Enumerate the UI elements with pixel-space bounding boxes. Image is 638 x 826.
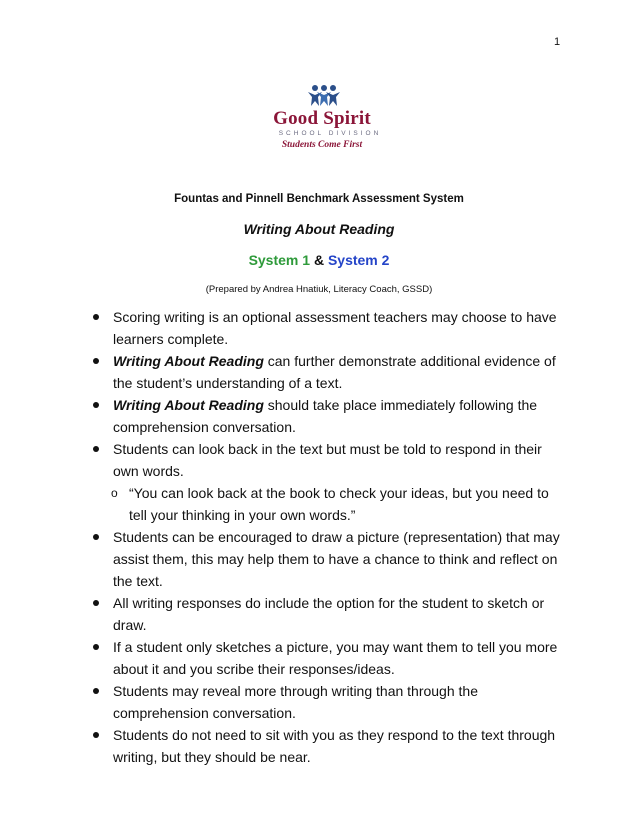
emphasis-text: Writing About Reading	[113, 353, 264, 369]
figures-icon	[307, 84, 341, 108]
list-item	[92, 438, 570, 482]
sub-list-item	[92, 482, 570, 526]
bullet-list	[92, 306, 570, 768]
bullet-icon	[93, 732, 99, 738]
bullet-icon	[93, 644, 99, 650]
document-subtitle: Writing About Reading	[243, 221, 395, 237]
list-item	[92, 636, 570, 680]
logo-tagline: Students Come First	[281, 140, 363, 150]
bullet-text: Students can be encouraged to draw a picture (representation) that may assist them, this may help them to have a chance to think and reflect on the text.	[113, 529, 560, 589]
bullet-text: can further demonstrate additional evidence of the student’s understanding of a text.	[113, 353, 556, 391]
bullet-text: Students do not need to sit with you as they respond to the text through writing, but they should be near.	[113, 727, 556, 765]
list-item	[92, 724, 570, 768]
bullet-icon	[93, 688, 99, 694]
bullet-icon	[93, 446, 99, 452]
page-number: 1	[554, 36, 561, 48]
system-1-label: System 1	[248, 252, 311, 268]
bullet-text: Scoring writing is an optional assessment teachers may choose to have learners complete.	[113, 309, 557, 347]
bullet-icon	[93, 358, 99, 364]
bullet-icon	[93, 402, 99, 408]
school-logo	[263, 84, 381, 154]
list-item	[92, 350, 570, 394]
bullet-text: Students can look back in the text but must be told to respond in their own words.	[113, 441, 542, 479]
ampersand: &	[313, 252, 325, 268]
logo-division: SCHOOL DIVISION	[278, 130, 382, 137]
list-item	[92, 526, 570, 592]
system-2-label: System 2	[327, 252, 390, 268]
emphasis-text: Writing About Reading	[113, 397, 264, 413]
sub-bullet-marker: o	[111, 486, 118, 500]
systems-line	[0, 252, 638, 268]
list-item	[92, 394, 570, 438]
document-title: Fountas and Pinnell Benchmark Assessment System	[174, 193, 464, 205]
bullet-icon	[93, 600, 99, 606]
bullet-text: should take place immediately following the comprehension conversation.	[113, 397, 538, 435]
bullet-icon	[93, 534, 99, 540]
bullet-text: If a student only sketches a picture, you may want them to tell you more about it and you scribe their responses/ideas.	[113, 639, 558, 677]
bullet-text: All writing responses do include the option for the student to sketch or draw.	[113, 595, 545, 633]
bullet-icon	[93, 314, 99, 320]
list-item	[92, 592, 570, 636]
list-item	[92, 680, 570, 724]
sub-bullet-text: “You can look back at the book to check your ideas, but you need to tell your thinking in your own words.”	[129, 485, 549, 523]
list-item	[92, 306, 570, 350]
bullet-text: Students may reveal more through writing than through the comprehension conversation.	[113, 683, 478, 721]
prepared-by: (Prepared by Andrea Hnatiuk, Literacy Coach, GSSD)	[205, 284, 433, 295]
logo-name: Good Spirit	[273, 108, 371, 129]
